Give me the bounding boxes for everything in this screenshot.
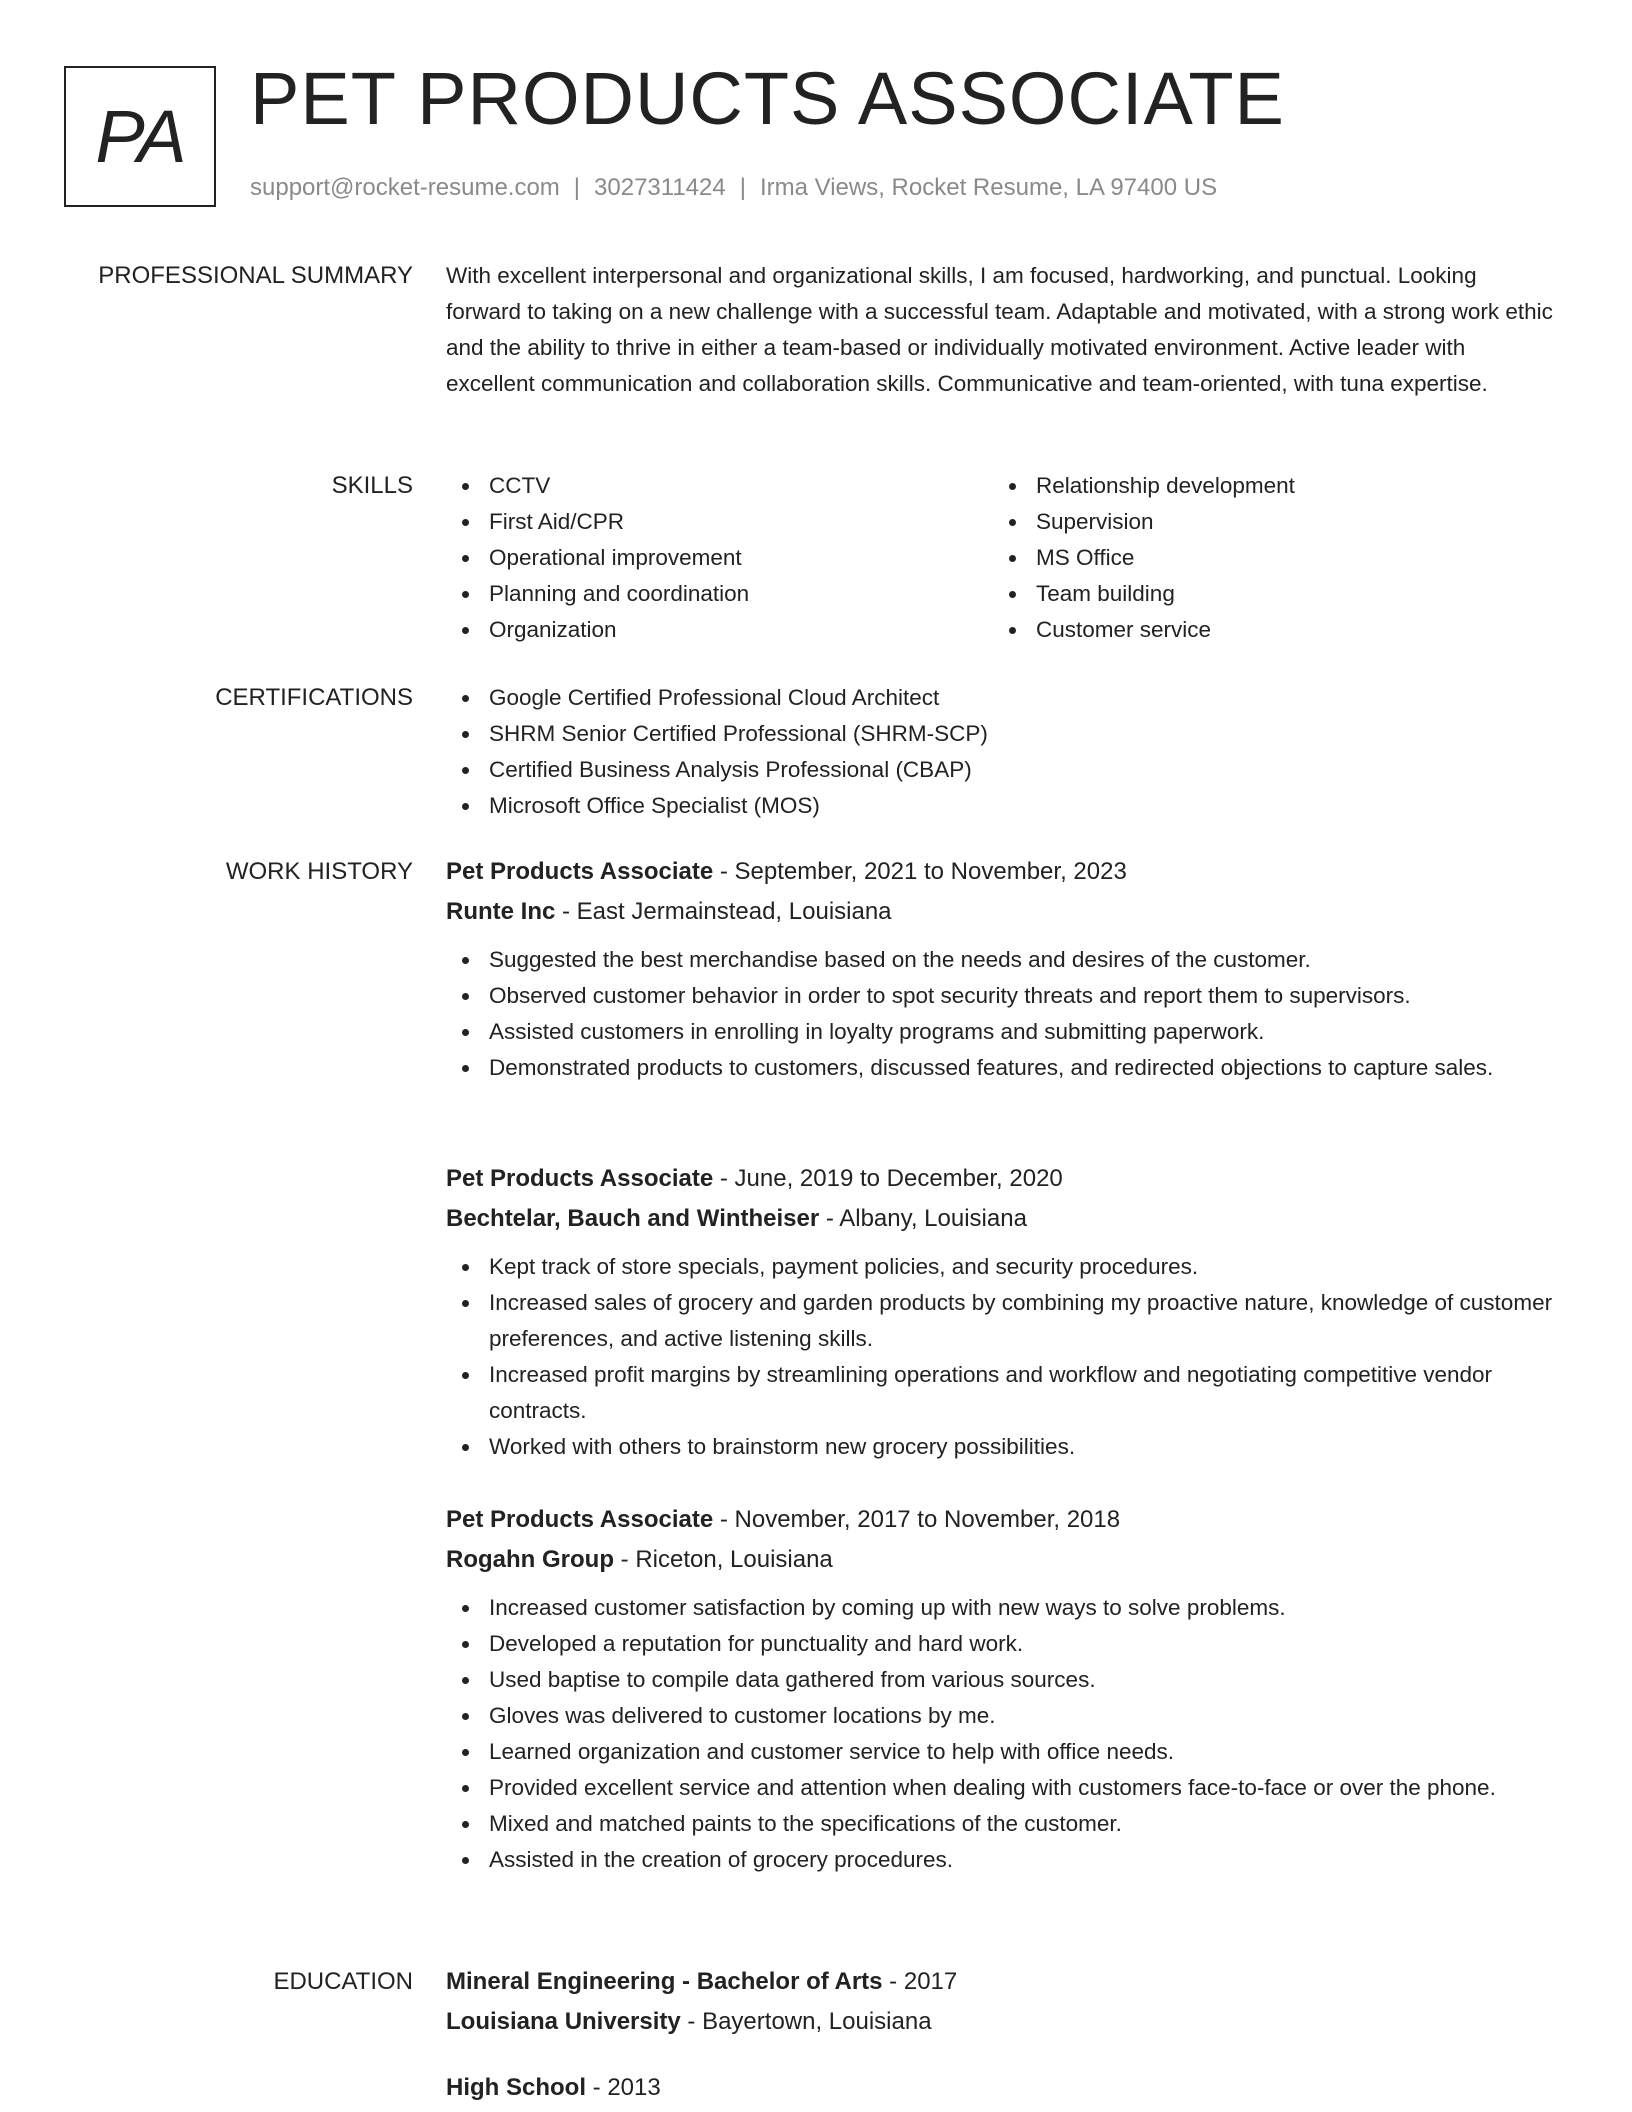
job-bullets [446, 1249, 1556, 1465]
education-degree: High School [446, 2074, 586, 2101]
contact-address: Irma Views, Rocket Resume, LA 97400 US [759, 174, 1218, 201]
job-dates: - November, 2017 to November, 2018 [713, 1506, 1121, 1533]
skills-columns [446, 468, 1556, 648]
job-location: - Albany, Louisiana [819, 1205, 1027, 1232]
section-label-certifications: CERTIFICATIONS [215, 684, 413, 711]
section-label-work-history: WORK HISTORY [225, 858, 413, 885]
summary-body [446, 258, 1556, 402]
job-location: - East Jermainstead, Louisiana [555, 898, 892, 925]
certifications-body [446, 680, 1556, 824]
education-entry [446, 2068, 1556, 2108]
education-body [446, 1962, 1556, 2108]
skill-item: MS Office [993, 540, 1540, 576]
education-year: - 2013 [586, 2074, 661, 2101]
contact-email[interactable]: support@rocket-resume.com [250, 174, 560, 201]
job-entry [446, 1500, 1556, 1878]
job-title: Pet Products Associate [446, 1506, 714, 1533]
job-dates: - September, 2021 to November, 2023 [713, 858, 1127, 885]
contact-separator: | [573, 174, 581, 201]
education-degree-line [446, 1962, 1556, 2002]
skills-list-right [993, 468, 1540, 648]
job-bullet: Kept track of store specials, payment policies, and security procedures. [446, 1249, 1556, 1285]
job-entry [446, 1159, 1556, 1465]
skill-item: Team building [993, 576, 1540, 612]
job-entry [446, 852, 1556, 1086]
education-entry [446, 1962, 1556, 2042]
job-company-line [446, 1199, 1556, 1239]
skill-item: CCTV [446, 468, 993, 504]
job-bullet: Demonstrated products to customers, discussed features, and redirected objections to capture sales. [446, 1050, 1556, 1086]
job-company-line [446, 1540, 1556, 1580]
certifications-list [446, 680, 1556, 824]
monogram-badge [64, 66, 216, 207]
job-bullet: Developed a reputation for punctuality and hard work. [446, 1626, 1556, 1662]
job-title-line [446, 1500, 1556, 1540]
skill-item: Planning and coordination [446, 576, 993, 612]
job-company-line [446, 892, 1556, 932]
section-label-skills: SKILLS [331, 472, 413, 499]
job-bullet: Increased profit margins by streamlining operations and workflow and negotiating competitive vendor contracts. [446, 1357, 1556, 1429]
certification-item: SHRM Senior Certified Professional (SHRM-SCP) [446, 716, 1556, 752]
job-location: - Riceton, Louisiana [613, 1546, 833, 1573]
education-school: Louisiana University [446, 2008, 681, 2035]
education-degree-line [446, 2068, 1556, 2108]
job-bullet: Gloves was delivered to customer locations by me. [446, 1698, 1556, 1734]
skills-body [446, 468, 1556, 648]
summary-text: With excellent interpersonal and organizational skills, I am focused, hardworking, and punctual. Looking forward to taking on a new challenge with a successful team. Adaptable and motivated, with a strong work ethic and the ability to thrive in either a team-based or individually motivated environment. Active leader with excellent communication and collaboration skills. Communicative and team-oriented, with tuna expertise. [446, 263, 1553, 396]
job-bullets [446, 1590, 1556, 1878]
section-label-summary: PROFESSIONAL SUMMARY [98, 262, 413, 289]
job-title: Pet Products Associate [446, 1165, 714, 1192]
job-title: Pet Products Associate [446, 858, 714, 885]
monogram-text: PA [95, 95, 185, 178]
job-dates: - June, 2019 to December, 2020 [713, 1165, 1063, 1192]
skill-item: Relationship development [993, 468, 1540, 504]
job-bullet: Used baptise to compile data gathered from various sources. [446, 1662, 1556, 1698]
certification-item: Google Certified Professional Cloud Architect [446, 680, 1556, 716]
contact-separator: | [739, 174, 746, 201]
skill-item: Organization [446, 612, 993, 648]
job-bullet: Increased sales of grocery and garden products by combining my proactive nature, knowledge of customer preferences, and active listening skills. [446, 1285, 1556, 1357]
job-bullet: Provided excellent service and attention when dealing with customers face-to-face or over the phone. [446, 1770, 1556, 1806]
job-bullet: Worked with others to brainstorm new grocery possibilities. [446, 1429, 1556, 1465]
job-bullet: Observed customer behavior in order to spot security threats and report them to supervisors. [446, 978, 1556, 1014]
skill-item: Supervision [993, 504, 1540, 540]
job-title-line [446, 1159, 1556, 1199]
job-bullet: Mixed and matched paints to the specifications of the customer. [446, 1806, 1556, 1842]
skills-list-left [446, 468, 993, 648]
education-year: - 2017 [882, 1968, 958, 1995]
job-company: Rogahn Group [446, 1546, 614, 1573]
job-bullets [446, 942, 1556, 1086]
certification-item: Certified Business Analysis Professional (CBAP) [446, 752, 1556, 788]
job-bullet: Assisted customers in enrolling in loyalty programs and submitting paperwork. [446, 1014, 1556, 1050]
job-bullet: Increased customer satisfaction by coming up with new ways to solve problems. [446, 1590, 1556, 1626]
work-history-body [446, 852, 1556, 1872]
certification-item: Microsoft Office Specialist (MOS) [446, 788, 1556, 824]
skill-item: Operational improvement [446, 540, 993, 576]
contact-phone[interactable]: 3027311424 [594, 174, 726, 201]
job-bullet: Assisted in the creation of grocery procedures. [446, 1842, 1556, 1878]
education-school-line [446, 2002, 1556, 2042]
job-bullet: Learned organization and customer service to help with office needs. [446, 1734, 1556, 1770]
skill-item: First Aid/CPR [446, 504, 993, 540]
job-company: Runte Inc [446, 898, 556, 925]
education-degree: Mineral Engineering - Bachelor of Arts [446, 1968, 883, 1995]
job-bullet: Suggested the best merchandise based on the needs and desires of the customer. [446, 942, 1556, 978]
skill-item: Customer service [993, 612, 1540, 648]
section-label-education: EDUCATION [273, 1968, 413, 1995]
job-title-line [446, 852, 1556, 892]
contact-line [250, 174, 1217, 202]
education-location: - Bayertown, Louisiana [680, 2008, 932, 2035]
job-company: Bechtelar, Bauch and Wintheiser [446, 1205, 820, 1232]
resume-title: PET PRODUCTS ASSOCIATE [250, 57, 1285, 140]
